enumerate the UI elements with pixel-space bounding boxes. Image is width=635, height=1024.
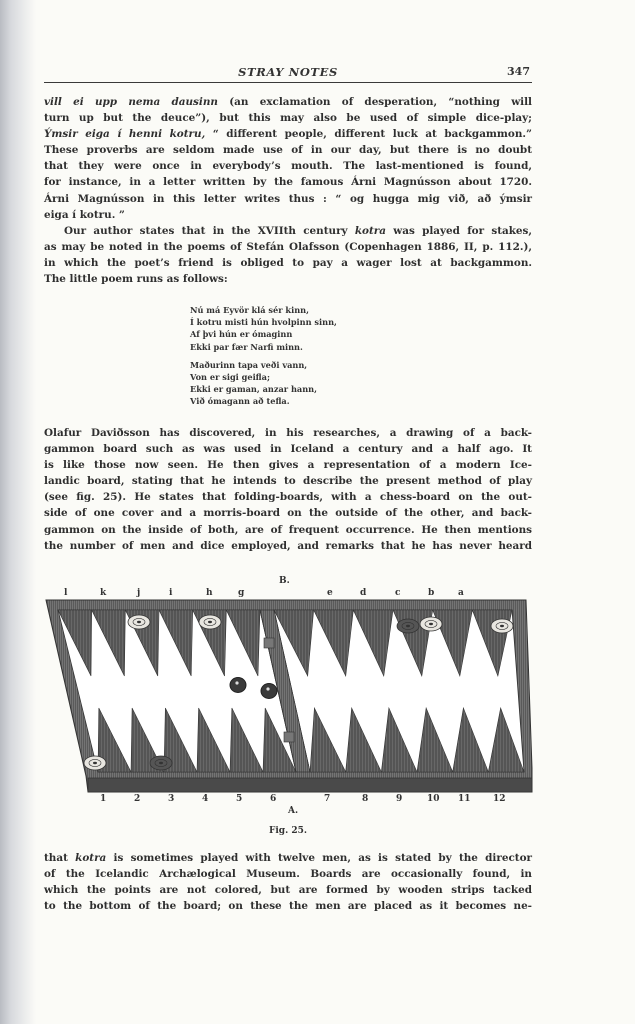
text-segment: was played for stakes, <box>386 225 533 237</box>
side-label-b: B. <box>279 576 290 586</box>
paragraph-3 <box>44 425 532 554</box>
paragraph-4 <box>44 850 532 914</box>
point-number: 6 <box>270 794 277 804</box>
paragraph-1 <box>44 94 532 223</box>
text-line: vill ei upp nema dausinn (an exclamation of desperation, “nothing will <box>44 96 533 108</box>
point-number: 3 <box>168 794 175 804</box>
text-line: the number of men and dice employed, and remarks that he has never heard <box>44 539 532 552</box>
poem <box>190 304 430 414</box>
point-number: 7 <box>324 794 331 804</box>
text-line: side of one cover and a morris-board on the outside of the other, and back- <box>44 507 532 520</box>
text-segment: is sometimes played with twelve men, as is stated by the director <box>106 852 532 864</box>
poem-line: Í kotru misti hún hvolpinn sinn, <box>190 317 337 328</box>
checker-center <box>93 762 97 764</box>
text-segment: Our author states that in the XVIIth century <box>64 225 355 237</box>
text-line: to the bottom of the board; on these the men are placed as it becomes ne- <box>44 900 532 913</box>
point-letter: d <box>360 588 367 598</box>
text-line: Ýmsir eiga í henni kotru, “ different people, different luck at backgammon.” <box>44 128 532 141</box>
side-label-a: A. <box>288 806 299 816</box>
poem-line: Nú má Eyvör klá sér kinn, <box>190 305 309 315</box>
page-number: 347 <box>507 65 530 78</box>
point-letter: k <box>100 588 107 598</box>
text-line: as may be noted in the poems of Stefán Olafsson (Copenhagen 1886, II, p. 112.), <box>44 241 532 254</box>
checker-center <box>500 625 504 627</box>
checker-center <box>159 762 163 764</box>
point-number: 4 <box>202 794 209 804</box>
poem-stanza-1 <box>190 304 430 353</box>
point-number: 11 <box>458 794 471 804</box>
checker-center <box>137 621 141 623</box>
point-letter: c <box>395 588 401 598</box>
point-number: 1 <box>100 794 107 804</box>
point-letter: a <box>458 588 464 598</box>
text-line <box>44 850 532 866</box>
point-number: 10 <box>427 794 440 804</box>
text-line: Árni Magnússon in this letter writes thus : “ og hugga mig við, að ýmsir <box>44 192 532 205</box>
paragraph-2 <box>44 223 532 287</box>
running-head <box>44 64 532 83</box>
text-line: The little poem runs as follows: <box>44 273 228 286</box>
italic-term: kotra <box>354 225 386 237</box>
text-line: which the points are not colored, but are formed by wooden strips tacked <box>44 884 532 897</box>
icelandic-phrase: vill ei upp nema dausinn <box>44 96 218 108</box>
text-line: in which the poet’s friend is obliged to pay a wager lost at backgammon. <box>44 257 532 270</box>
die <box>230 678 246 693</box>
point-letter: b <box>428 588 435 598</box>
point-letter: l <box>64 588 68 598</box>
hinge <box>264 638 274 648</box>
poem-line: Maðurinn tapa veði vann, <box>190 359 308 370</box>
point-letter: j <box>137 588 141 598</box>
point-letter: i <box>169 588 173 598</box>
hinge <box>284 732 294 742</box>
text-line: eiga í kotru. ” <box>44 208 125 221</box>
text-line: of the Icelandic Archælogical Museum. Boards are occasionally found, in <box>44 868 532 881</box>
book-page <box>44 0 532 1024</box>
book-gutter-shadow <box>0 0 36 1024</box>
icelandic-phrase: Ýmsir eiga í henni kotru, <box>44 128 206 141</box>
die <box>261 684 277 699</box>
text-line: Olafur Daviðsson has discovered, in his researches, a drawing of a back- <box>44 427 532 439</box>
point-number: 12 <box>493 794 506 804</box>
board-illustration <box>38 596 538 826</box>
point-number: 9 <box>396 794 403 804</box>
text-line: is like those now seen. He then gives a representation of a modern Ice- <box>44 459 532 472</box>
text-line: landic board, stating that he intends to describe the present method of play <box>44 475 532 488</box>
text-line: gammon on the inside of both, are of frequent occurrence. He then mentions <box>44 523 532 536</box>
text-line: (see fig. 25). He states that folding-boards, with a chess-board on the out- <box>44 491 532 504</box>
checker-center <box>406 625 410 627</box>
die-pip <box>266 687 269 690</box>
poem-line: Von er sigi geifla; <box>190 372 270 383</box>
running-title: STRAY NOTES <box>238 65 338 79</box>
die-pip <box>235 681 238 684</box>
figure-backgammon-board <box>44 574 544 844</box>
poem-stanza-2 <box>190 359 430 408</box>
text-segment: that <box>44 852 76 864</box>
text-line: gammon board such as was used in Iceland a century and a half ago. It <box>44 443 532 456</box>
italic-term: kotra <box>75 852 107 864</box>
point-letter: h <box>206 588 213 598</box>
text-line: for instance, in a letter written by the famous Árni Magnússon about 1720. <box>44 176 532 189</box>
point-number: 8 <box>362 794 369 804</box>
text-line: These proverbs are seldom made use of in our day, but there is no doubt <box>44 144 532 157</box>
poem-line: Ekki par fær Narfi minn. <box>190 341 303 352</box>
figure-caption: Fig. 25. <box>268 826 308 836</box>
point-letter: e <box>327 588 333 598</box>
point-letter: g <box>238 588 245 598</box>
point-number: 2 <box>134 794 141 804</box>
poem-line: Við ómagann að tefla. <box>190 396 290 407</box>
board-front-edge <box>88 778 532 792</box>
checker-center <box>429 623 433 625</box>
checker-center <box>208 621 212 623</box>
text-line <box>44 223 532 239</box>
text-line: turn up but the deuce”), but this may also be used of simple dice-play; <box>44 112 532 125</box>
text-line: that they were once in everybody’s mouth. The last-mentioned is found, <box>44 160 532 173</box>
point-number: 5 <box>236 794 243 804</box>
poem-line: Af þvi hún er ómaginn <box>190 329 293 340</box>
poem-line: Ekki er gaman, anzar hann, <box>190 384 317 395</box>
